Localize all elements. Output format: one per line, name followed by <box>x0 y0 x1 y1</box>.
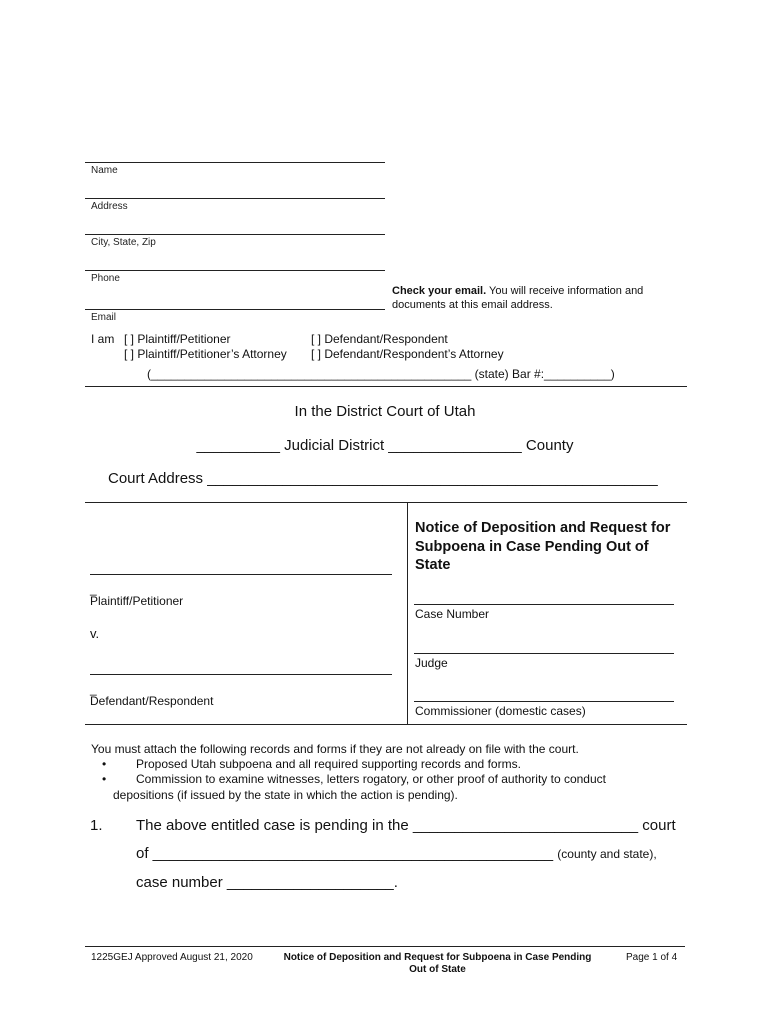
footer-title <box>270 952 605 976</box>
case-number-label: Case Number <box>415 607 490 621</box>
defendant-line[interactable] <box>90 674 392 675</box>
option-plaintiff-attorney[interactable]: [ ] Plaintiff/Petitioner’s Attorney <box>124 347 287 361</box>
footer-title-line1: Notice of Deposition and Request for Subpoena in Case Pending <box>283 952 592 963</box>
caption-top-border <box>85 502 687 503</box>
defendant-dash: _ <box>90 682 97 696</box>
plaintiff-label: Plaintiff/Petitioner <box>90 594 184 608</box>
email-label: Email <box>91 312 117 323</box>
commissioner-label: Commissioner (domestic cases) <box>415 704 586 718</box>
option-plaintiff[interactable]: [ ] Plaintiff/Petitioner <box>124 332 231 346</box>
item-1-case-number-line[interactable]: case number ____________________. <box>136 874 398 891</box>
court-address-line[interactable]: Court Address ______________________________________________________ <box>108 470 658 487</box>
option-defendant-attorney[interactable]: [ ] Defendant/Respondent’s Attorney <box>311 347 504 361</box>
bar-number-line[interactable]: (________________________________________________ (state) Bar #:__________) <box>147 367 615 381</box>
name-label: Name <box>91 165 118 176</box>
address-label: Address <box>91 201 128 212</box>
court-heading: In the District Court of Utah <box>294 403 476 420</box>
email-note-line2: documents at this email address. <box>392 299 553 311</box>
document-title: Notice of Deposition and Request for Subpoena in Case Pending Out of State <box>415 520 671 573</box>
bullet-1-glyph: • <box>102 757 107 771</box>
judge-line[interactable] <box>414 653 674 654</box>
judicial-district-line[interactable]: __________ Judicial District ________________ County <box>196 437 574 454</box>
versus-label: v. <box>90 626 100 641</box>
bullet-2-text: Commission to examine witnesses, letters rogatory, or other proof of authority to conduct <box>136 772 606 786</box>
item-1-county-line[interactable] <box>136 845 657 863</box>
item-1-number: 1. <box>90 817 103 834</box>
item-1-of-blank[interactable]: of ________________________________________________ <box>136 845 558 862</box>
judge-label: Judge <box>415 656 448 670</box>
item-1-county-state-label: (county and state), <box>557 847 657 861</box>
bullet-2-continuation: depositions (if issued by the state in which the action is pending). <box>113 788 458 802</box>
phone-label: Phone <box>91 273 120 284</box>
defendant-label: Defendant/Respondent <box>90 694 214 708</box>
name-line[interactable] <box>85 162 385 163</box>
instructions-intro: You must attach the following records and forms if they are not already on file with the court. <box>91 742 579 756</box>
phone-line[interactable] <box>85 270 385 271</box>
footer-title-line2: Out of State <box>409 964 466 975</box>
email-line[interactable] <box>85 309 385 310</box>
bullet-2-glyph: • <box>102 772 107 786</box>
email-note-text: You will receive information and <box>486 285 644 297</box>
commissioner-line[interactable] <box>414 701 674 702</box>
option-defendant[interactable]: [ ] Defendant/Respondent <box>311 332 448 346</box>
bullet-1-text: Proposed Utah subpoena and all required supporting records and forms. <box>136 757 521 771</box>
footer-form-id: 1225GEJ Approved August 21, 2020 <box>91 952 253 963</box>
city-state-zip-line[interactable] <box>85 234 385 235</box>
email-note <box>392 284 643 312</box>
address-line[interactable] <box>85 198 385 199</box>
footer-page-number: Page 1 of 4 <box>626 952 678 963</box>
header-divider <box>85 386 687 387</box>
plaintiff-dash: _ <box>90 582 97 596</box>
plaintiff-line[interactable] <box>90 574 392 575</box>
item-1-court-line[interactable]: The above entitled case is pending in the ___________________________ court <box>136 817 676 834</box>
footer-rule <box>85 946 685 947</box>
caption-divider <box>407 502 408 724</box>
email-note-bold: Check your email. <box>392 285 487 297</box>
city-state-zip-label: City, State, Zip <box>91 237 156 248</box>
caption-bottom-border <box>85 724 687 725</box>
case-number-line[interactable] <box>414 604 674 605</box>
i-am-label: I am <box>91 332 115 346</box>
